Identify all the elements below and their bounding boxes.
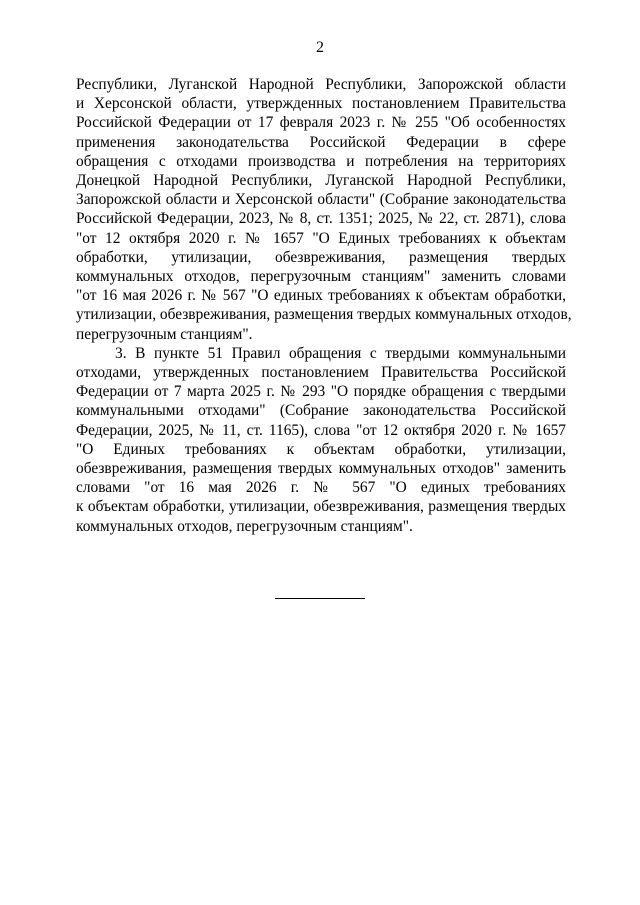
text-line: к объектам обработки, утилизации, обезвреживания, размещения твердых [76, 498, 566, 516]
text-line: применения законодательства Российской Федерации в сфере [76, 133, 566, 151]
text-line: 3. В пункте 51 Правил обращения с твердыми коммунальными [115, 344, 566, 362]
text-line: и Херсонской области, утвержденных постановлением Правительства [76, 95, 566, 113]
text-line: коммунальных отходов, перегрузочным станциям" заменить словами [76, 268, 566, 286]
text-line: коммунальных отходов, перегрузочным станциям". [76, 517, 413, 535]
text-line: Донецкой Народной Республики, Луганской Народной Республики, [76, 172, 566, 190]
page-number: 2 [316, 39, 324, 56]
text-line: отходами, утвержденных постановлением Правительства Российской [76, 364, 566, 382]
text-line: Запорожской области и Херсонской области" (Собрание законодательства [76, 191, 566, 209]
document-body [76, 75, 572, 536]
text-line: перегрузочным станциям". [76, 325, 253, 343]
text-line: обезвреживания, размещения твердых коммунальных отходов" заменить [76, 460, 566, 478]
text-line: Федерации от 7 марта 2025 г. № 293 "О порядке обращения с твердыми [76, 383, 566, 401]
text-line: Республики, Луганской Народной Республики, Запорожской области [76, 76, 566, 93]
paragraph-2 [76, 344, 566, 536]
text-line: Российской Федерации от 17 февраля 2023 г. № 255 "Об особенностях [76, 114, 566, 132]
text-line: "О Единых требованиях к объектам обработки, утилизации, [76, 440, 566, 458]
text-line: "от 16 мая 2026 г. № 567 "О единых требованиях к объектам обработки, [76, 287, 566, 305]
text-line: обращения с отходами производства и потребления на территориях [76, 152, 566, 170]
text-line: Федерации, 2025, № 11, ст. 1165), слова "от 12 октября 2020 г. № 1657 [76, 421, 566, 439]
text-line: коммунальными отходами" (Собрание законодательства Российской [76, 402, 566, 420]
text-line: Российской Федерации, 2023, № 8, ст. 1351; 2025, № 22, ст. 2871), слова [76, 210, 566, 228]
text-line: обработки, утилизации, обезвреживания, размещения твердых [76, 248, 566, 266]
text-line: "от 12 октября 2020 г. № 1657 "О Единых требованиях к объектам [76, 229, 566, 247]
text-line: словами "от 16 мая 2026 г. № 567 "О единых требованиях [76, 479, 566, 497]
paragraph-1 [76, 75, 572, 344]
end-separator-line [275, 598, 365, 599]
text-line: утилизации, обезвреживания, размещения твердых коммунальных отходов, [76, 306, 572, 324]
